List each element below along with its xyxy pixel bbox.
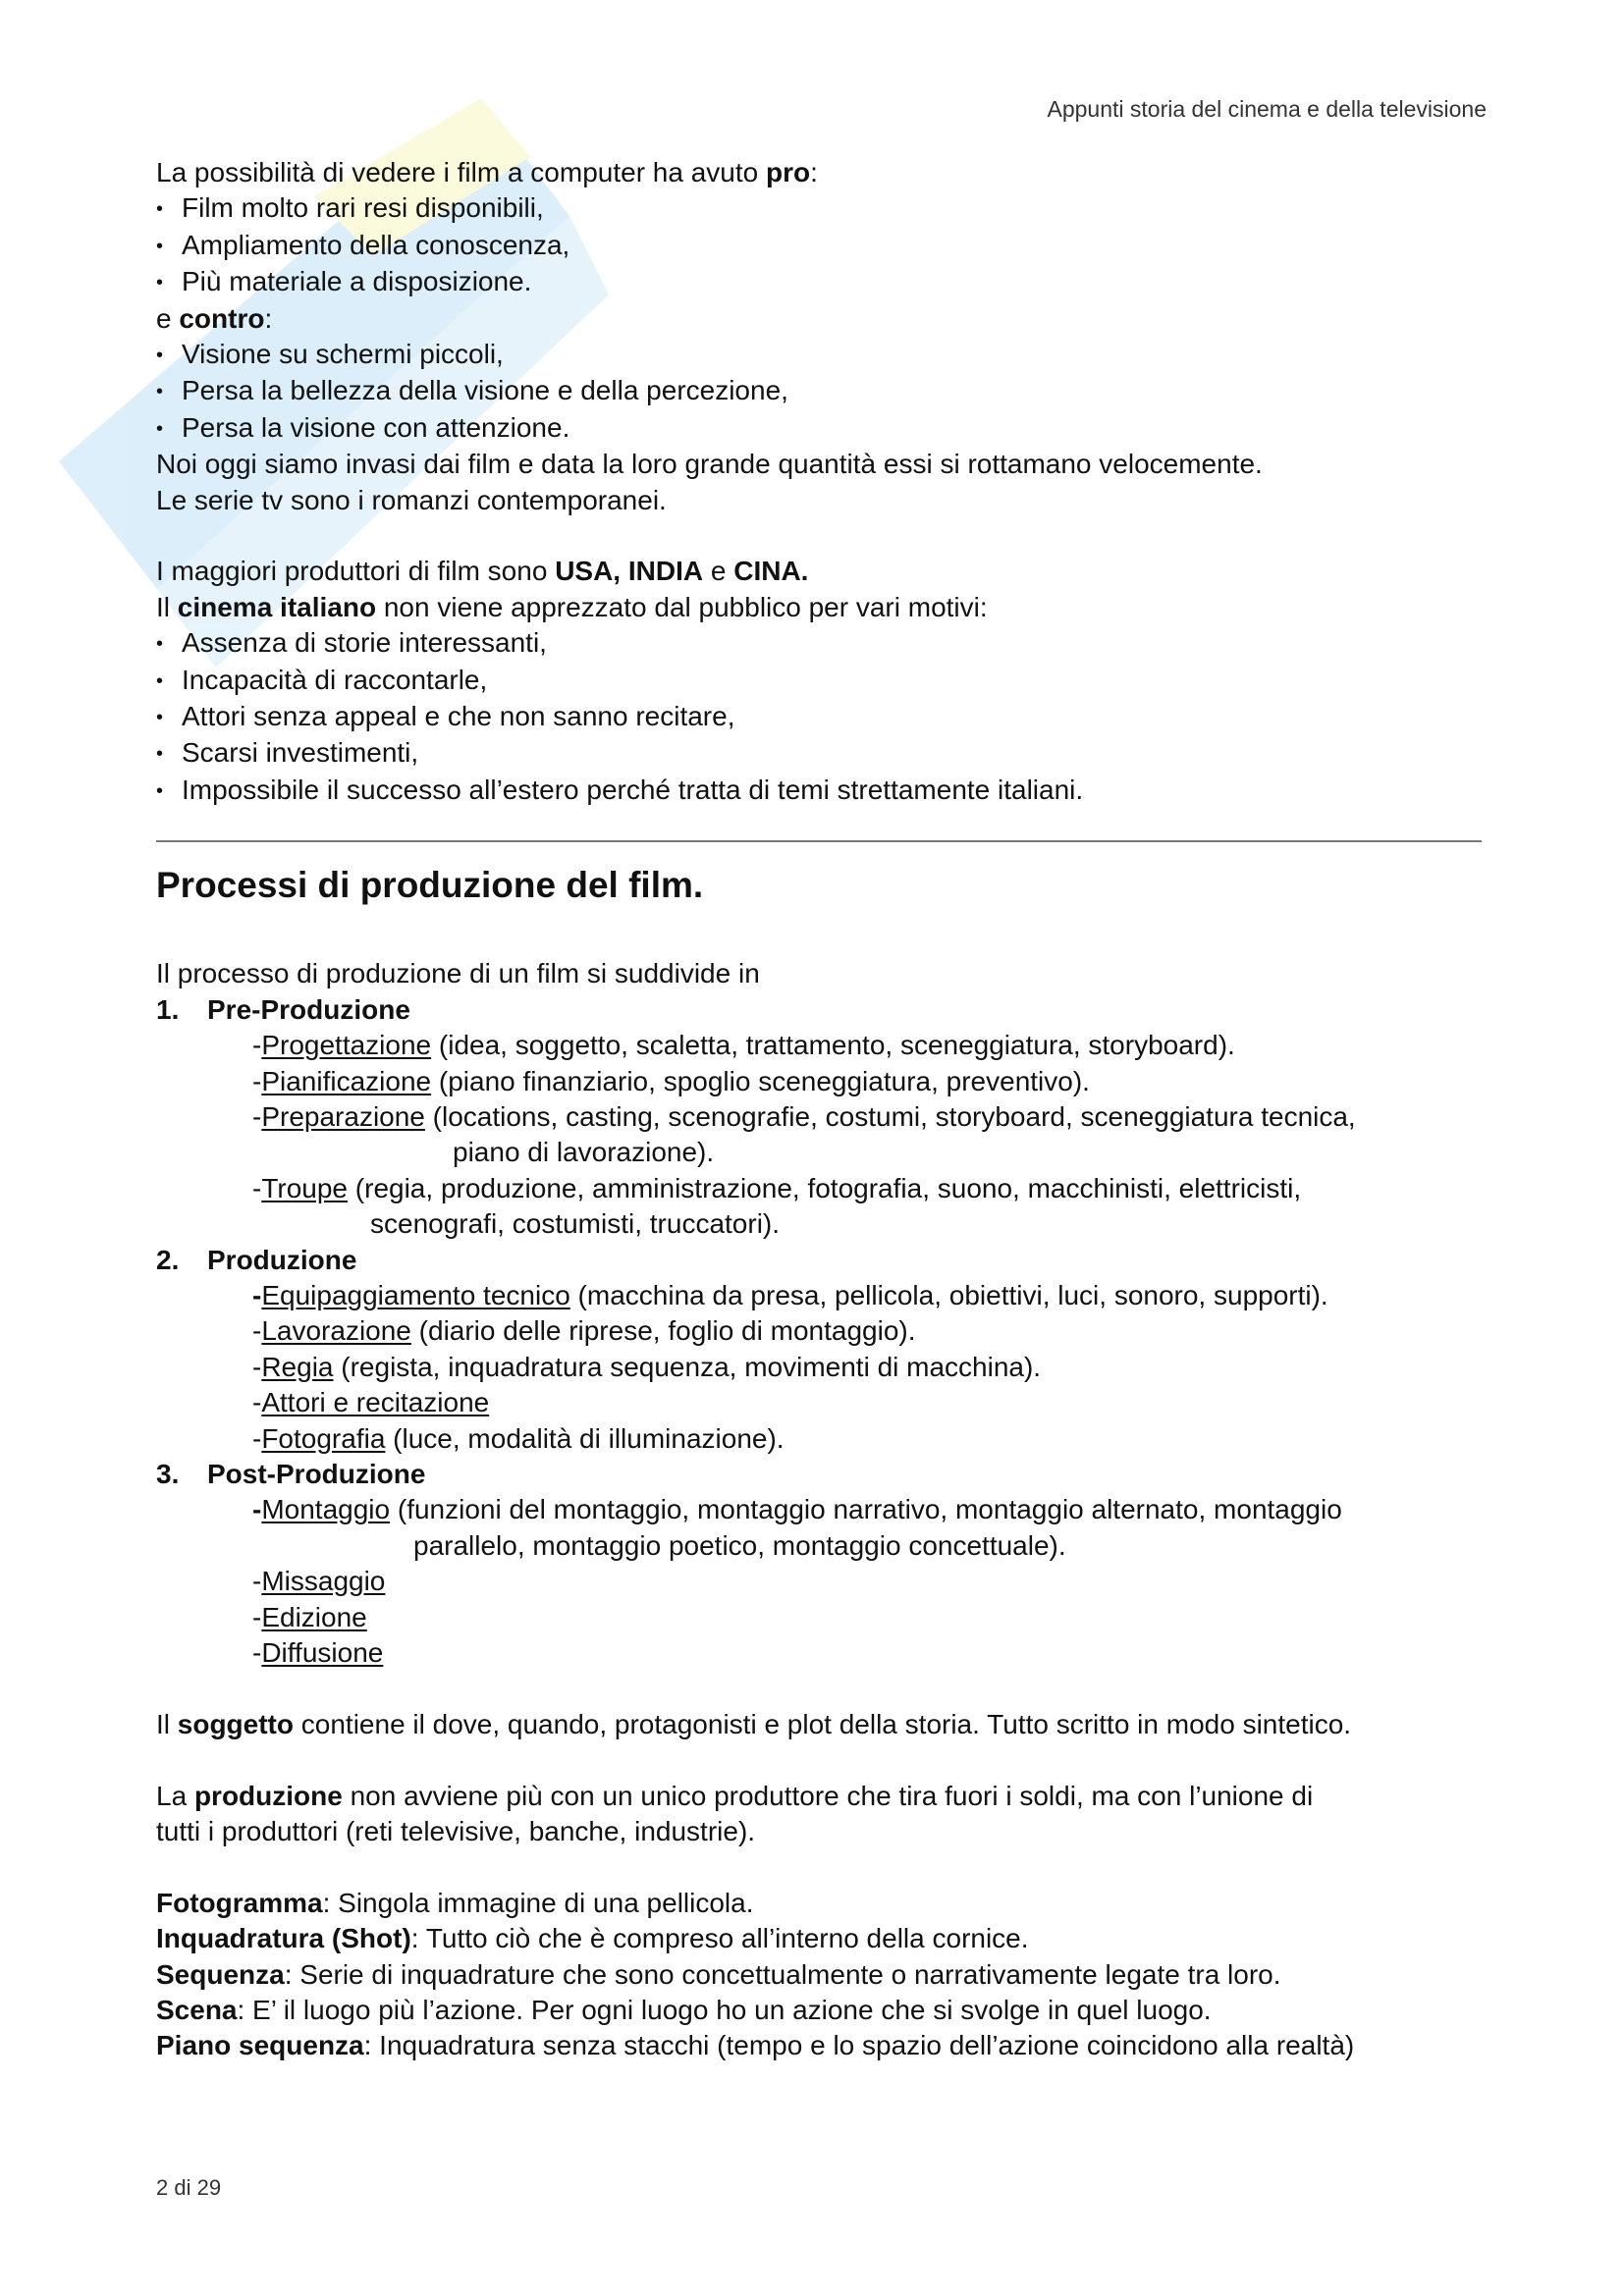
phase-item: -Fotografia (luce, modalità di illuminazione). <box>252 1422 785 1454</box>
list-item: • Film molto rari resi disponibili, <box>156 190 1482 227</box>
phase-item: -Lavorazione (diario delle riprese, foglio di montaggio). <box>252 1315 916 1347</box>
paragraph: Noi oggi siamo invasi dai film e data la loro grande quantità essi si rottamano velocemente. <box>156 449 1263 480</box>
list-item: • Impossibile il successo all’estero perché tratta di temi strettamente italiani. <box>156 773 1482 809</box>
phase-item: -Edizione <box>252 1601 367 1632</box>
contro-line: e contro: <box>156 302 273 334</box>
phase-item: -Preparazione (locations, casting, scenografie, costumi, storyboard, sceneggiatura tecnica, <box>252 1100 1356 1132</box>
list-item: • Ampliamento della conoscenza, <box>156 228 1482 264</box>
list-item: • Più materiale a disposizione. <box>156 264 1482 300</box>
section-title: Processi di produzione del film. <box>156 865 704 906</box>
list-item: • Persa la visione con attenzione. <box>156 410 1482 447</box>
produzione-paragraph-line2: tutti i produttori (reti televisive, banche, industrie). <box>156 1816 756 1847</box>
page-header: Appunti storia del cinema e della televisione <box>1047 96 1487 122</box>
list-item: • Assenza di storie interessanti, <box>156 625 1482 662</box>
phase-item: -Missaggio <box>252 1566 386 1597</box>
list-item: • Attori senza appeal e che non sanno recitare, <box>156 699 1482 735</box>
phase-item: -Pianificazione (piano finanziario, spoglio sceneggiatura, preventivo). <box>252 1065 1090 1096</box>
phase-item: -Progettazione (idea, soggetto, scaletta, trattamento, sceneggiatura, storyboard). <box>252 1030 1235 1061</box>
phase-item: -Attori e recitazione <box>252 1387 490 1418</box>
phase-item-continuation: piano di lavorazione). <box>453 1137 715 1168</box>
definition: Inquadratura (Shot): Tutto ciò che è compreso all’interno della cornice. <box>156 1923 1029 1954</box>
phase-item: -Regia (regista, inquadratura sequenza, movimenti di macchina). <box>252 1351 1042 1382</box>
phase-heading: 3. Post-Produzione <box>156 1458 426 1489</box>
section-divider <box>156 840 1482 842</box>
phase-item-continuation: scenografi, costumisti, truccatori). <box>370 1208 781 1240</box>
pro-line: La possibilità di vedere i film a computer ha avuto pro: <box>156 157 818 187</box>
phase-heading: 2. Produzione <box>156 1244 357 1275</box>
list-item: • Persa la bellezza della visione e della percezione, <box>156 373 1482 409</box>
list-item: • Incapacità di raccontarle, <box>156 663 1482 699</box>
list-item: • Scarsi investimenti, <box>156 735 1482 772</box>
definition: Scena: E’ il luogo più l’azione. Per ogni luogo ho un azione che si svolge in quel luogo. <box>156 1995 1212 2026</box>
produzione-paragraph: La produzione non avviene più con un unico produttore che tira fuori i soldi, ma con l’unione di <box>156 1780 1314 1811</box>
document-body <box>156 155 1482 2064</box>
phase-item-continuation: parallelo, montaggio poetico, montaggio concettuale). <box>413 1529 1066 1561</box>
paragraph: Le serie tv sono i romanzi contemporanei. <box>156 484 667 515</box>
definition: Sequenza: Serie di inquadrature che sono concettualmente o narrativamente legate tra loro. <box>156 1958 1281 1990</box>
phase-item: -Montaggio (funzioni del montaggio, montaggio narrativo, montaggio alternato, montaggio <box>252 1494 1342 1525</box>
phase-item: -Diffusione <box>252 1637 384 1669</box>
phase-item: -Equipaggiamento tecnico (macchina da presa, pellicola, obiettivi, luci, sonoro, supporti). <box>252 1279 1328 1310</box>
definition: Fotogramma: Singola immagine di una pellicola. <box>156 1887 754 1918</box>
phase-heading: 1. Pre-Produzione <box>156 993 410 1025</box>
soggetto-paragraph: Il soggetto contiene il dove, quando, protagonisti e plot della storia. Tutto scritto in modo sintetico. <box>156 1708 1352 1739</box>
page-number: 2 di 29 <box>156 2175 222 2200</box>
list-item: • Visione su schermi piccoli, <box>156 337 1482 373</box>
producers-line: I maggiori produttori di film sono USA, INDIA e CINA. <box>156 556 809 587</box>
definition: Piano sequenza: Inquadratura senza stacchi (tempo e lo spazio dell’azione coincidono alla realtà) <box>156 2030 1355 2061</box>
italian-cinema-line: Il cinema italiano non viene apprezzato dal pubblico per vari motivi: <box>156 591 988 622</box>
section-lead: Il processo di produzione di un film si suddivide in <box>156 958 760 989</box>
phase-item: -Troupe (regia, produzione, amministrazione, fotografia, suono, macchinisti, elettricisti, <box>252 1172 1302 1203</box>
